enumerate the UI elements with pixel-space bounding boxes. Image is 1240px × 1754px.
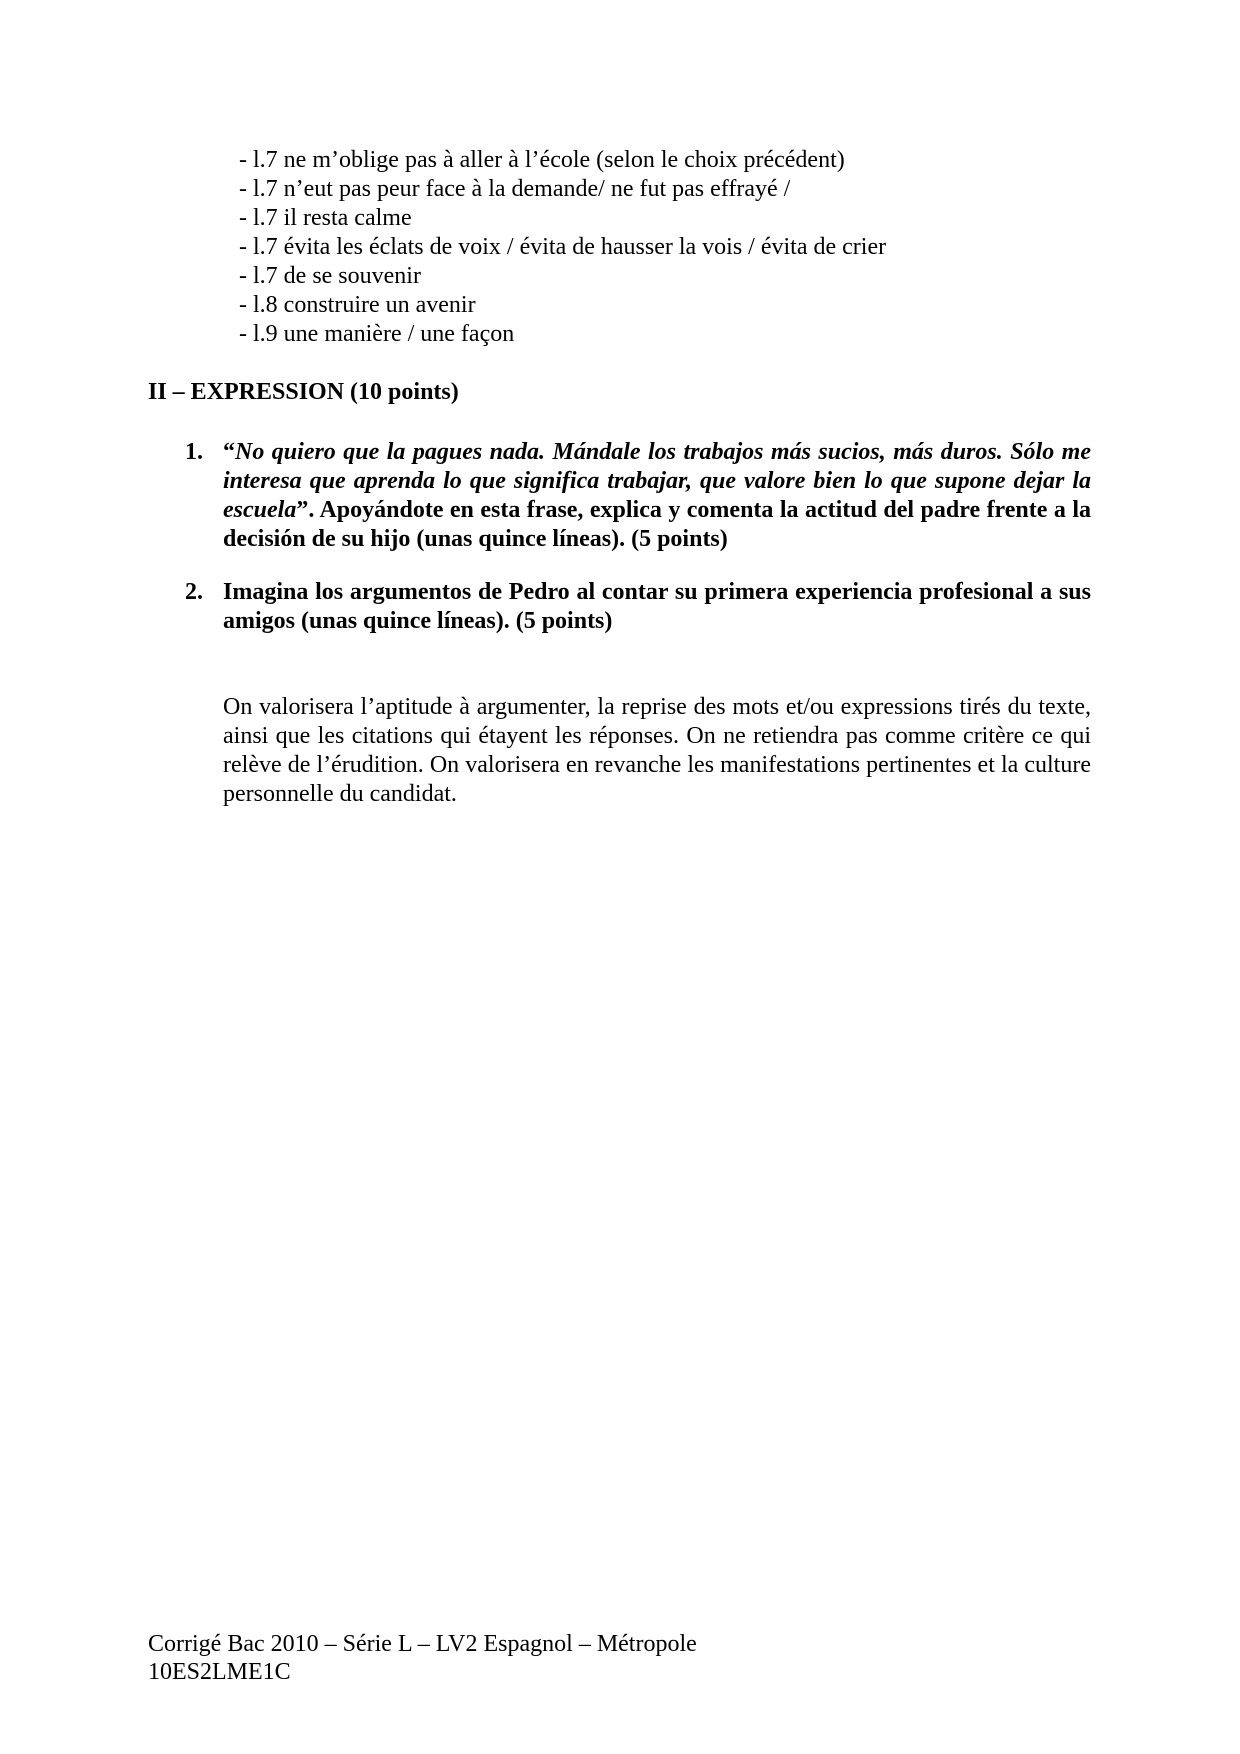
question-1 bbox=[185, 438, 1091, 554]
footer-code: 10ES2LME1C bbox=[148, 1659, 291, 1685]
vocabulary-answer-list bbox=[239, 146, 886, 349]
vocabulary-item: - l.9 une manière / une façon bbox=[239, 321, 515, 347]
vocabulary-item: - l.7 évita les éclats de voix / évita de hausser la vois / évita de crier bbox=[239, 234, 887, 260]
question-instruction: Apoyándote en esta frase, explica y comenta la actitud del padre frente a la decisión de su hijo (unas quince líneas). (5 points) bbox=[223, 497, 1091, 552]
question-2 bbox=[185, 578, 1091, 636]
question-number: 1. bbox=[185, 439, 203, 465]
section-heading-expression: II – EXPRESSION (10 points) bbox=[148, 379, 459, 405]
footer-title: Corrigé Bac 2010 – Série L – LV2 Espagnol – Métropole bbox=[148, 1631, 697, 1657]
vocabulary-item: - l.7 de se souvenir bbox=[239, 263, 421, 289]
quote-open-mark: “ bbox=[223, 439, 235, 465]
question-number: 2. bbox=[185, 579, 203, 605]
quote-close-mark: ”. bbox=[296, 497, 315, 523]
question-body: Imagina los argumentos de Pedro al contar su primera experiencia profesional a sus amigos (unas quince líneas). (5 points) bbox=[223, 579, 1091, 634]
grading-guidance: On valorisera l’aptitude à argumenter, la reprise des mots et/ou expressions tirés du texte, ainsi que les citations qui étayent les réponses. On ne retiendra pas comme critère ce qui relève de l’érudition. On valorisera en revanche les manifestations pertinentes et la culture personnelle du candidat. bbox=[223, 694, 1091, 807]
vocabulary-item: - l.7 ne m’oblige pas à aller à l’école (selon le choix précédent) bbox=[239, 147, 845, 173]
quoted-sentence: No quiero que la pagues nada. Mándale los trabajos más sucios, más duros. Sólo me interesa que aprenda lo que significa trabajar, que valore bien lo que supone dejar la escuela bbox=[223, 439, 1091, 523]
vocabulary-item: - l.8 construire un avenir bbox=[239, 292, 476, 318]
vocabulary-item: - l.7 il resta calme bbox=[239, 205, 412, 231]
vocabulary-item: - l.7 n’eut pas peur face à la demande/ ne fut pas effrayé / bbox=[239, 176, 791, 202]
page-footer bbox=[148, 1630, 697, 1686]
question-body bbox=[223, 438, 1091, 554]
